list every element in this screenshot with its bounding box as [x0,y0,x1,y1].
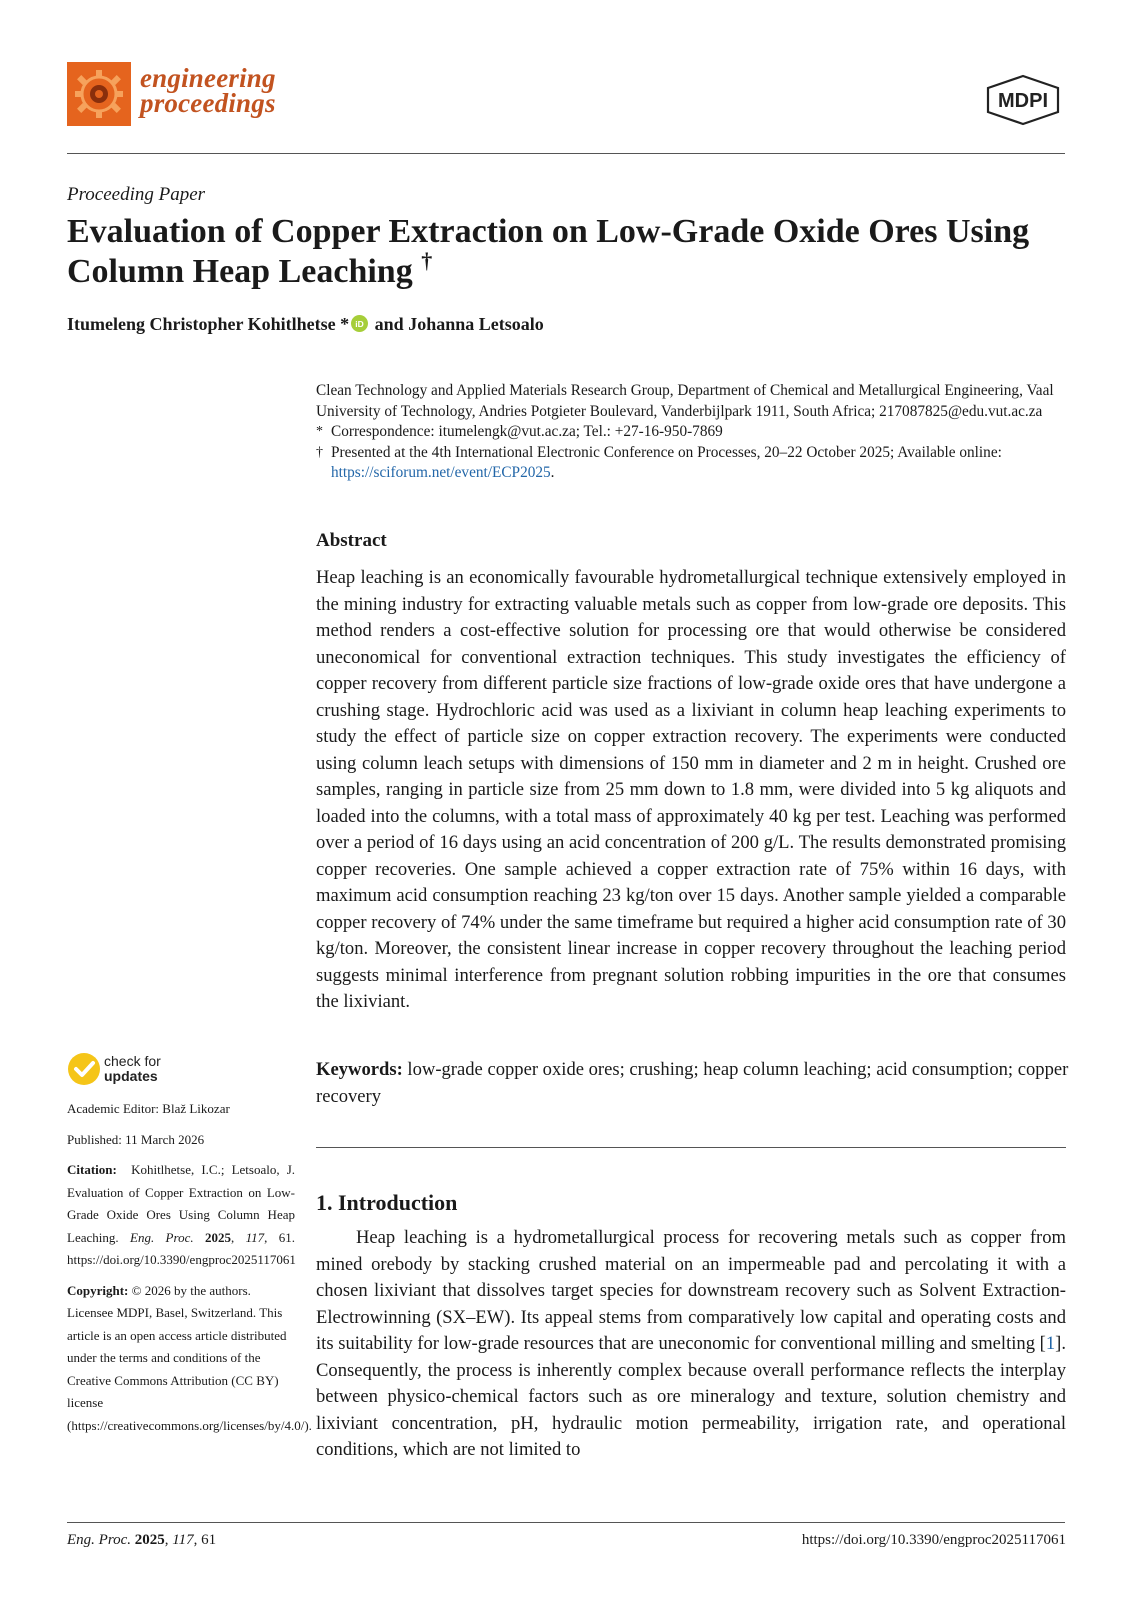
corresponding-mark: * [340,314,350,334]
affiliation: Clean Technology and Applied Materials Research Group, Department of Chemical and Metallurgical Engineering, Vaal University of Technology, Andries Potgieter Boulevard, Vanderbijlpark 1911, South Africa; 217087825@edu.vut.ac.za [316,382,1054,420]
article-info-sidebar [67,1098,312,1445]
citation: Citation: Kohitlhetse, I.C.; Letsoalo, J. Evaluation of Copper Extraction on Low-Grade Oxide Ores Using Column Heap Leaching. Eng. Proc. 2025, 117, 61. https://doi.org/10.3390/engproc2025117061 [67,1162,296,1267]
check-updates-line1: check for [104,1053,161,1069]
footer-doi[interactable]: https://doi.org/10.3390/engproc2025117061 [801,1532,1066,1548]
introduction-text: Heap leaching is a hydrometallurgical process for recovering metals such as copper from mined orebody by stacking crushed material on an impermeable pad and percolating it with a chosen lixiviant that dissolves target species for downstream recovery such as Solvent Extraction-Electrowinning (SX–EW). Its appeal stems from comparatively low capital and operating costs and its suitability for low-grade resources that are uneconomic for conventional milling and smelting [1]. Consequently, the process is inherently complex because overall performance reflects the interplay between physico-chemical factors such as ore mineralogy and texture, solution chemistry and lixiviant concentration, pH, hydraulic motion permeability, irrigation rate, and operational conditions, which are not limited to [316,1227,1066,1460]
published-date: Published: 11 March 2026 [67,1131,205,1147]
section-heading-introduction: 1. Introduction [316,1190,458,1215]
check-for-updates-badge[interactable] [67,1052,161,1086]
author-name: Itumeleng Christopher Kohitlhetse [67,314,336,334]
journal-name-line1: engineering [140,63,276,93]
note-mark: * [316,424,323,439]
presented-text: Presented at the 4th International Electronic Conference on Processes, 20–22 October 2025; Available online: [331,443,1002,461]
author-name: Johanna Letsoalo [408,314,544,334]
keywords-text: low-grade copper oxide ores; crushing; heap column leaching; acid consumption; copper recovery [316,1059,1069,1107]
academic-editor: Academic Editor: Blaž Likozar [67,1101,230,1116]
title-footnote-mark: † [421,248,433,273]
keywords [316,1057,1071,1110]
footer-divider [67,1522,1065,1523]
abstract-heading: Abstract [316,530,387,551]
abstract-text: Heap leaching is an economically favourable hydrometallurgical technique extensively employed in the mining industry for extracting valuable metals such as copper from low-grade ore deposits. This method renders a cost-effective solution for processing ore that would otherwise be considered uneconomical for conventional extraction techniques. This study investigates the efficiency of copper recovery from different particle size fractions of low-grade oxide ores that have undergone a crushing stage. Hydrochloric acid was used as a lixiviant in column heap leaching experiments to study the effect of particle size on copper extraction recovery. The experiments were conducted using column leach setups with dimensions of 150 mm in diameter and 2 m in height. Crushed ore samples, ranging in particle size from 25 mm down to 1.8 mm, were divided into 5 kg aliquots and loaded into the columns, with a total mass of approximately 40 kg per test. Leaching was performed over a period of 16 days using an acid concentration of 200 g/L. The results demonstrated promising copper recoveries. One sample achieved a copper extraction rate of 75% within 16 days, with maximum acid consumption reaching 23 kg/ton over 15 days. Another sample yielded a comparable copper recovery of 74% under the same timeframe but required a higher acid consumption rate of 30 kg/ton. Moreover, the consistent linear increase in copper recovery throughout the leaching period suggests minimal interference from pregnant solution robbing impurities in the ore that consumes the lixiviant. [316,567,1066,1012]
conference-link[interactable]: https://sciforum.net/event/ECP2025 [331,464,551,481]
check-updates-line2: updates [104,1068,158,1084]
mdpi-logo-text: MDPI [998,90,1048,112]
correspondence-note [316,422,1066,443]
paper-title [67,212,1067,292]
paper-type: Proceeding Paper [67,184,206,205]
keywords-label: Keywords: [316,1059,403,1080]
orcid-icon[interactable] [351,315,368,332]
mdpi-logo [984,74,1062,126]
reference-link[interactable]: 1 [1045,1333,1056,1354]
journal-name [140,63,276,118]
header-divider [67,153,1065,154]
author-list [67,314,544,335]
journal-gear-logo [67,62,131,126]
check-icon [67,1052,101,1086]
svg-text:iD: iD [355,318,364,329]
presented-note: † Presented at the 4th International Electronic Conference on Processes, 20–22 October 2025; Available online: https://sciforum.net/event/ECP2025. [316,443,1066,484]
paper-title-text: Evaluation of Copper Extraction on Low-Grade Oxide Ores Using Column Heap Leaching [67,213,1030,290]
affiliations [316,381,1066,484]
correspondence-text: Correspondence: itumelengk@vut.ac.za; Tel.: +27-16-950-7869 [331,423,723,440]
copyright: Copyright: © 2026 by the authors. Licensee MDPI, Basel, Switzerland. This article is an open access article distributed under the terms and conditions of the Creative Commons Attribution (CC BY) license (https://creativecommons.org/licenses/by/4.0/). [67,1282,312,1433]
footer-citation: Eng. Proc. 2025, 117, 61 [67,1532,217,1548]
journal-name-line2: proceedings [140,88,276,118]
note-mark: † [316,444,323,460]
author-connector: and [374,314,404,334]
abstract-divider [316,1147,1066,1148]
